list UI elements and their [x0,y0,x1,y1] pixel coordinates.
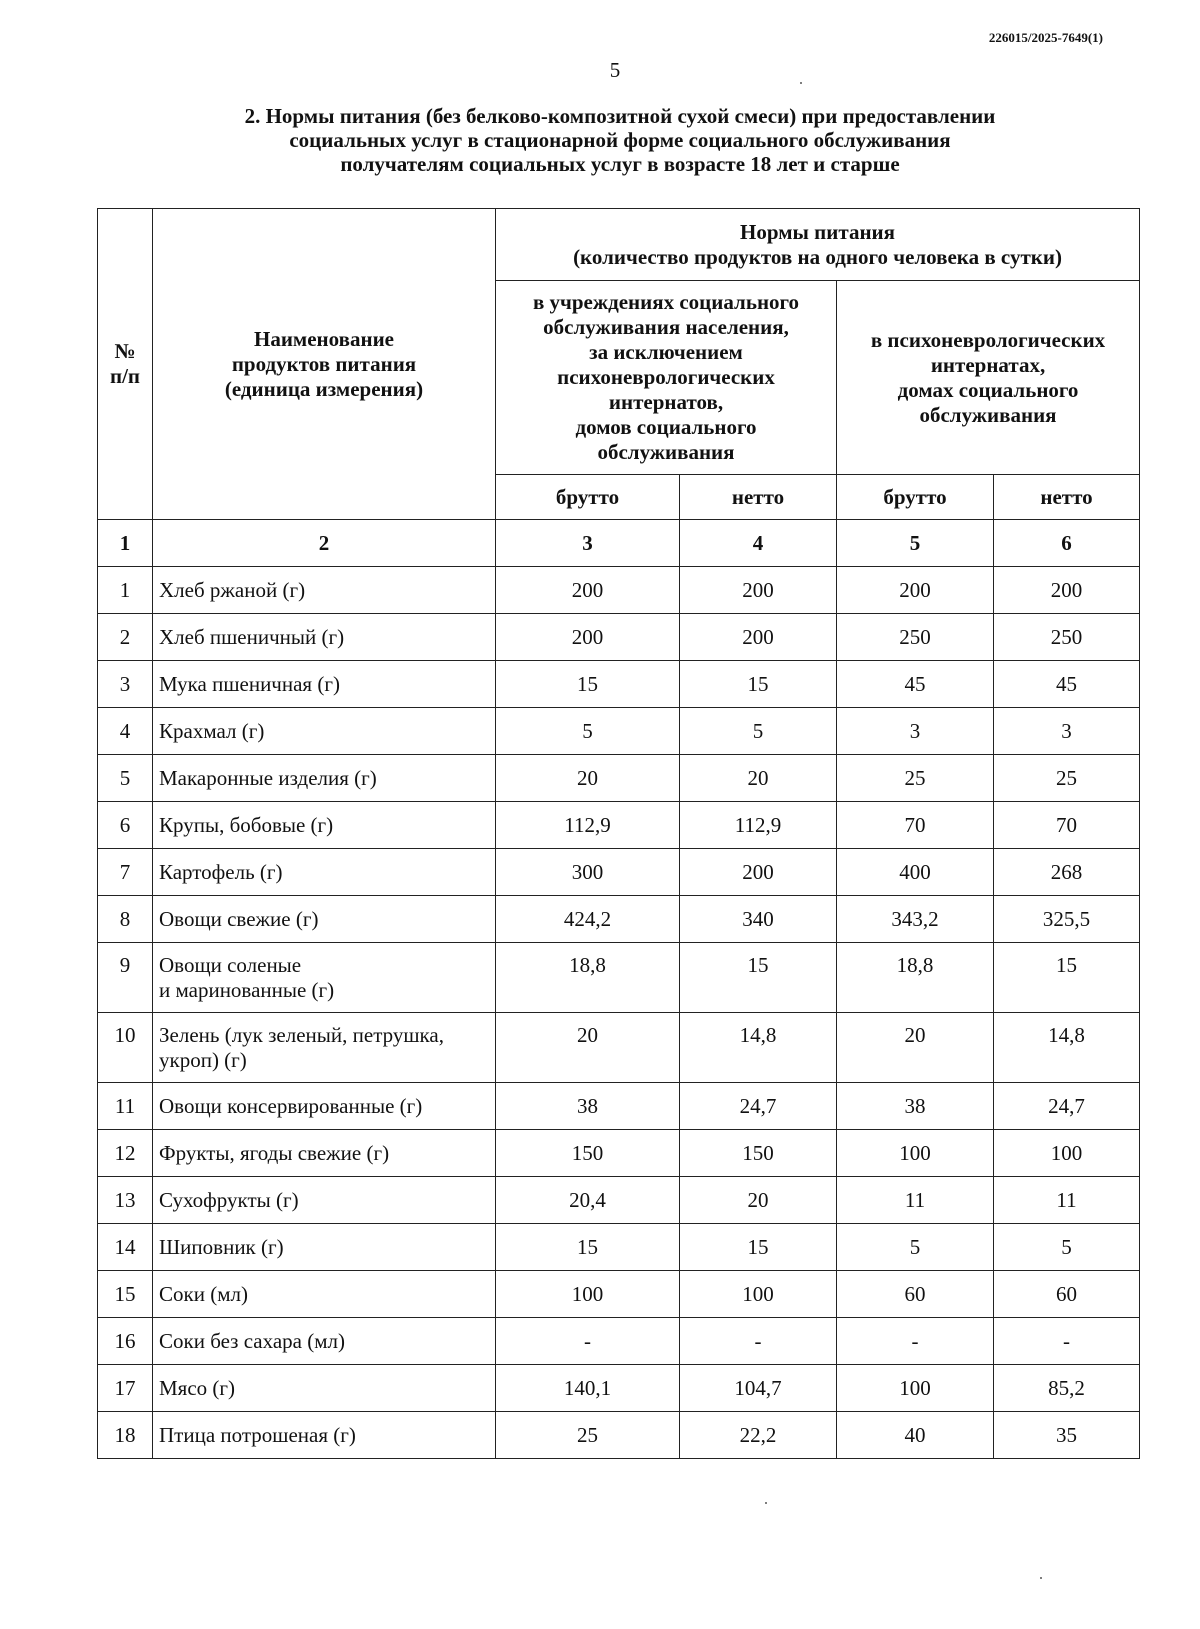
value-cell: 200 [680,614,837,661]
value-cell: 20 [680,1177,837,1224]
product-name: Крахмал (г) [153,708,496,755]
value-cell: 100 [994,1130,1140,1177]
column-number: 4 [680,520,837,567]
row-number: 2 [98,614,153,661]
value-cell: 24,7 [680,1083,837,1130]
value-cell: 15 [496,1224,680,1271]
row-number: 5 [98,755,153,802]
page-number: 5 [609,58,621,82]
value-cell: 100 [496,1271,680,1318]
value-cell: 104,7 [680,1365,837,1412]
document-id: 226015/2025-7649(1) [988,30,1103,45]
table-row [98,802,1140,849]
value-cell: 14,8 [994,1013,1140,1083]
row-number: 3 [98,661,153,708]
value-cell: 35 [994,1412,1140,1459]
table-row [98,1412,1140,1459]
value-cell: 100 [837,1130,994,1177]
value-cell: 150 [680,1130,837,1177]
value-cell: - [496,1318,680,1365]
scan-speck [800,82,802,84]
table-title [140,104,1100,176]
value-cell: 200 [680,849,837,896]
value-cell: 200 [994,567,1140,614]
value-cell: 200 [496,567,680,614]
value-cell: - [837,1318,994,1365]
value-cell: 40 [837,1412,994,1459]
scan-speck [1040,1577,1042,1579]
table-row [98,1177,1140,1224]
product-name: Птица потрошеная (г) [153,1412,496,1459]
value-cell: 340 [680,896,837,943]
product-name: Хлеб ржаной (г) [153,567,496,614]
header-number: № п/п [98,209,153,520]
nutrition-norms-table [97,208,1140,1459]
header-brutto: брутто [837,475,994,520]
value-cell: 3 [837,708,994,755]
value-cell: 140,1 [496,1365,680,1412]
product-name: Макаронные изделия (г) [153,755,496,802]
table-row [98,1083,1140,1130]
value-cell: 22,2 [680,1412,837,1459]
value-cell: 15 [680,943,837,1013]
table-row [98,1365,1140,1412]
row-number: 14 [98,1224,153,1271]
product-name: Соки без сахара (мл) [153,1318,496,1365]
value-cell: 18,8 [837,943,994,1013]
value-cell: 25 [837,755,994,802]
value-cell: 20 [680,755,837,802]
row-number: 17 [98,1365,153,1412]
title-line: получателям социальных услуг в возрасте 18 лет и старше [340,152,900,176]
product-name: Мясо (г) [153,1365,496,1412]
scan-speck [765,1502,767,1504]
table-row [98,661,1140,708]
product-name: Сухофрукты (г) [153,1177,496,1224]
table-row [98,708,1140,755]
value-cell: 38 [496,1083,680,1130]
title-line: 2. Нормы питания (без белково-композитной сухой смеси) при предоставлении [244,104,996,128]
value-cell: 11 [837,1177,994,1224]
row-number: 9 [98,943,153,1013]
row-number: 16 [98,1318,153,1365]
value-cell: 5 [680,708,837,755]
value-cell: 400 [837,849,994,896]
table-row [98,943,1140,1013]
product-name: Соки (мл) [153,1271,496,1318]
column-number: 5 [837,520,994,567]
value-cell: 5 [496,708,680,755]
value-cell: 200 [496,614,680,661]
value-cell: 20 [837,1013,994,1083]
table-row [98,614,1140,661]
product-name: Овощи соленые и маринованные (г) [153,943,496,1013]
value-cell: 11 [994,1177,1140,1224]
row-number: 12 [98,1130,153,1177]
value-cell: 200 [680,567,837,614]
value-cell: 424,2 [496,896,680,943]
value-cell: 70 [994,802,1140,849]
value-cell: - [994,1318,1140,1365]
table-row [98,1130,1140,1177]
value-cell: 20,4 [496,1177,680,1224]
header-brutto: брутто [496,475,680,520]
header-norms: Нормы питания (количество продуктов на одного человека в сутки) [496,209,1140,281]
value-cell: 15 [496,661,680,708]
value-cell: 250 [837,614,994,661]
header-product-name: Наименование продуктов питания (единица измерения) [153,209,496,520]
value-cell: 15 [680,1224,837,1271]
product-name: Хлеб пшеничный (г) [153,614,496,661]
header-netto: нетто [680,475,837,520]
table-row [98,567,1140,614]
row-number: 15 [98,1271,153,1318]
value-cell: 85,2 [994,1365,1140,1412]
value-cell: 24,7 [994,1083,1140,1130]
value-cell: 112,9 [680,802,837,849]
product-name: Крупы, бобовые (г) [153,802,496,849]
table-row [98,1013,1140,1083]
header-group-psycho: в психоневрологических интернатах, домах социального обслуживания [837,281,1140,475]
value-cell: 20 [496,755,680,802]
table-row [98,1318,1140,1365]
row-number: 6 [98,802,153,849]
value-cell: 300 [496,849,680,896]
value-cell: 150 [496,1130,680,1177]
column-number: 1 [98,520,153,567]
header-group-general: в учреждениях социального обслуживания населения, за исключением психоневрологических интернатов, домов социального обслуживания [496,281,837,475]
value-cell: 20 [496,1013,680,1083]
value-cell: 38 [837,1083,994,1130]
value-cell: 5 [994,1224,1140,1271]
value-cell: 14,8 [680,1013,837,1083]
value-cell: 15 [994,943,1140,1013]
value-cell: 343,2 [837,896,994,943]
value-cell: - [680,1318,837,1365]
value-cell: 18,8 [496,943,680,1013]
value-cell: 15 [680,661,837,708]
product-name: Зелень (лук зеленый, петрушка, укроп) (г) [153,1013,496,1083]
value-cell: 100 [837,1365,994,1412]
row-number: 18 [98,1412,153,1459]
value-cell: 112,9 [496,802,680,849]
value-cell: 250 [994,614,1140,661]
table-row [98,896,1140,943]
value-cell: 60 [994,1271,1140,1318]
table-row [98,849,1140,896]
product-name: Овощи свежие (г) [153,896,496,943]
value-cell: 100 [680,1271,837,1318]
value-cell: 25 [496,1412,680,1459]
table-row [98,1224,1140,1271]
row-number: 11 [98,1083,153,1130]
column-number: 2 [153,520,496,567]
value-cell: 25 [994,755,1140,802]
table-row [98,755,1140,802]
product-name: Мука пшеничная (г) [153,661,496,708]
column-number: 3 [496,520,680,567]
value-cell: 325,5 [994,896,1140,943]
product-name: Фрукты, ягоды свежие (г) [153,1130,496,1177]
title-line: социальных услуг в стационарной форме социального обслуживания [289,128,951,152]
product-name: Шиповник (г) [153,1224,496,1271]
row-number: 7 [98,849,153,896]
row-number: 8 [98,896,153,943]
value-cell: 5 [837,1224,994,1271]
row-number: 4 [98,708,153,755]
value-cell: 200 [837,567,994,614]
value-cell: 3 [994,708,1140,755]
row-number: 10 [98,1013,153,1083]
header-netto: нетто [994,475,1140,520]
row-number: 13 [98,1177,153,1224]
value-cell: 70 [837,802,994,849]
column-number: 6 [994,520,1140,567]
value-cell: 45 [994,661,1140,708]
value-cell: 45 [837,661,994,708]
row-number: 1 [98,567,153,614]
product-name: Картофель (г) [153,849,496,896]
value-cell: 268 [994,849,1140,896]
value-cell: 60 [837,1271,994,1318]
product-name: Овощи консервированные (г) [153,1083,496,1130]
table-row [98,1271,1140,1318]
